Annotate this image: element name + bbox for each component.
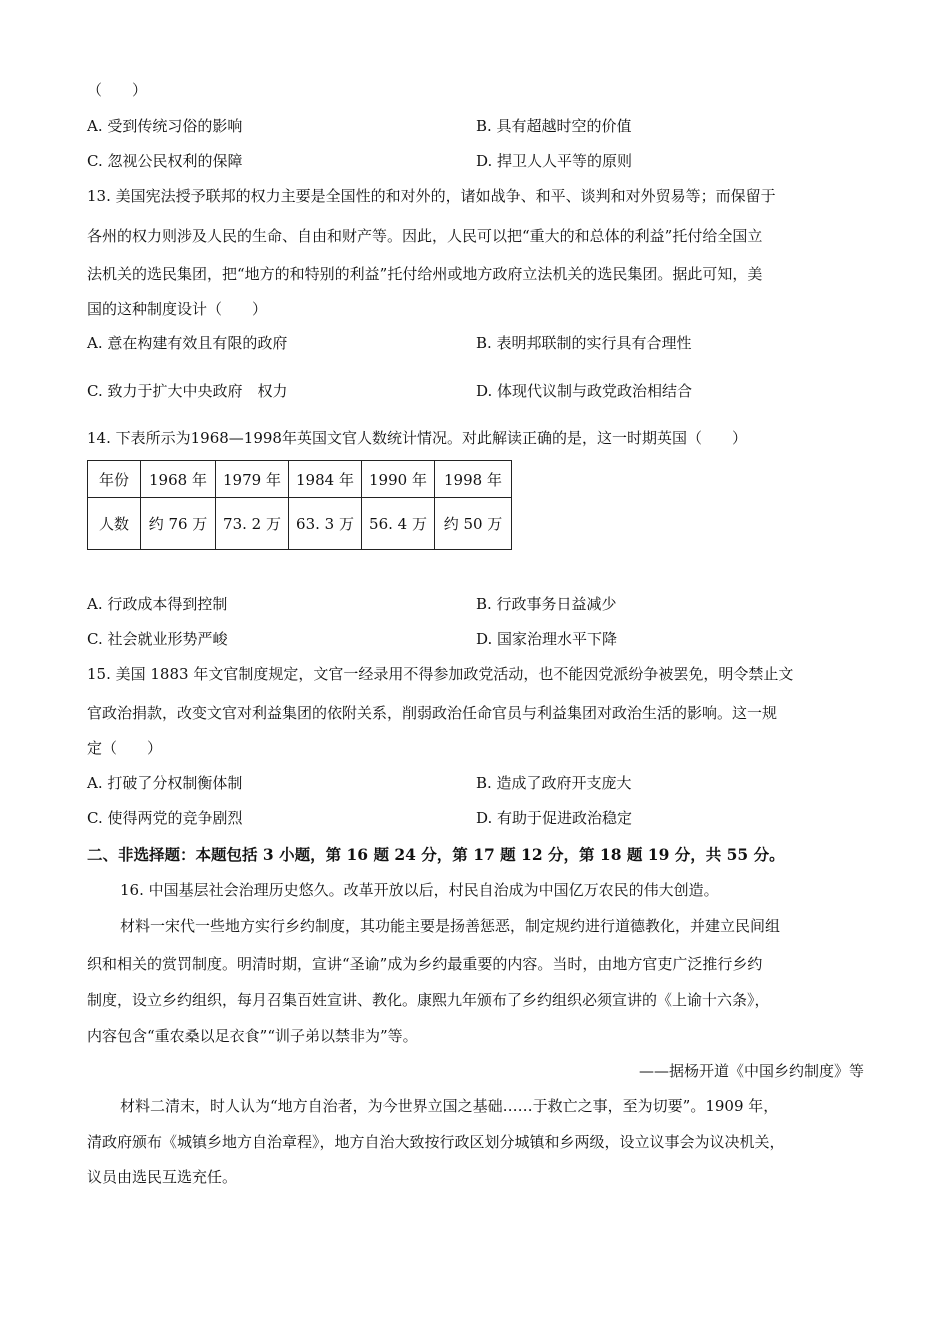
q15-option-d[interactable]: D. 有助于促进政治稳定 bbox=[476, 809, 633, 827]
q12-stem-tail: （ ） bbox=[87, 81, 148, 99]
q13-stem-line-1: 13. 美国宪法授予联邦的权力主要是全国性的和对外的，诸如战争、和平、谈判和对外贸易等；而保留于 bbox=[87, 187, 776, 205]
q15-stem-line-1: 15. 美国 1883 年文官制度规定，文官一经录用不得参加政党活动，也不能因党派纷争被罢免，明令禁止文 bbox=[87, 665, 794, 683]
table-cell: 约 50 万 bbox=[435, 498, 512, 550]
q16-material2-line-1: 材料二清末，时人认为“地方自治者，为今世界立国之基础……于救亡之事，至为切要”。1909 年， bbox=[120, 1097, 779, 1115]
q12-option-b[interactable]: B. 具有超越时空的价值 bbox=[476, 117, 632, 135]
table-cell: 1968 年 bbox=[141, 461, 216, 498]
q15-option-a[interactable]: A. 打破了分权制衡体制 bbox=[87, 774, 243, 792]
table-cell: 年份 bbox=[88, 461, 141, 498]
q14-stem: 14. 下表所示为1968—1998年英国文官人数统计情况。对此解读正确的是，这一时期英国（ ） bbox=[87, 429, 747, 447]
civil-servant-table bbox=[87, 460, 512, 550]
q14-option-c[interactable]: C. 社会就业形势严峻 bbox=[87, 630, 228, 648]
q13-option-b[interactable]: B. 表明邦联制的实行具有合理性 bbox=[476, 334, 692, 352]
table-cell: 1979 年 bbox=[216, 461, 289, 498]
table-cell: 1984 年 bbox=[289, 461, 362, 498]
q16-material1-line-3: 制度，设立乡约组织，每月召集百姓宣讲、教化。康熙九年颁布了乡约组织必须宣讲的《上谕十六条》， bbox=[87, 991, 770, 1009]
q16-material2-line-3: 议员由选民互选充任。 bbox=[87, 1168, 238, 1186]
q16-material1-line-1: 材料一宋代一些地方实行乡约制度，其功能主要是扬善惩恶，制定规约进行道德教化，并建立民间组 bbox=[120, 917, 781, 935]
q16-material1-line-4: 内容包含“重农桑以足衣食”“训子弟以禁非为”等。 bbox=[87, 1027, 418, 1045]
q13-stem-line-4: 国的这种制度设计（ ） bbox=[87, 300, 268, 318]
q13-stem-line-2: 各州的权力则涉及人民的生命、自由和财产等。因此，人民可以把“重大的和总体的利益”托付给全国立 bbox=[87, 227, 763, 245]
q12-option-a[interactable]: A. 受到传统习俗的影响 bbox=[87, 117, 243, 135]
q15-option-c[interactable]: C. 使得两党的竞争剧烈 bbox=[87, 809, 243, 827]
q13-option-d[interactable]: D. 体现代议制与政党政治相结合 bbox=[476, 382, 693, 400]
q13-option-a[interactable]: A. 意在构建有效且有限的政府 bbox=[87, 334, 288, 352]
q16-source-1: ——据杨开道《中国乡约制度》等 bbox=[638, 1062, 864, 1080]
q12-option-d[interactable]: D. 捍卫人人平等的原则 bbox=[476, 152, 633, 170]
q14-option-a[interactable]: A. 行政成本得到控制 bbox=[87, 595, 228, 613]
q14-option-d[interactable]: D. 国家治理水平下降 bbox=[476, 630, 618, 648]
q12-option-c[interactable]: C. 忽视公民权利的保障 bbox=[87, 152, 243, 170]
q13-stem-line-3: 法机关的选民集团，把“地方的和特别的利益”托付给州或地方政府立法机关的选民集团。据此可知，美 bbox=[87, 265, 763, 283]
table-cell: 1990 年 bbox=[362, 461, 435, 498]
q13-option-c[interactable]: C. 致力于扩大中央政府 权力 bbox=[87, 382, 288, 400]
table-cell: 约 76 万 bbox=[141, 498, 216, 550]
q15-stem-line-2: 官政治捐款，改变文官对利益集团的依附关系，削弱政治任命官员与利益集团对政治生活的影响。这一规 bbox=[87, 704, 778, 722]
q15-option-b[interactable]: B. 造成了政府开支庞大 bbox=[476, 774, 632, 792]
table-row bbox=[88, 498, 512, 550]
q16-material2-line-2: 清政府颁布《城镇乡地方自治章程》，地方自治大致按行政区划分城镇和乡两级，设立议事会为议决机关， bbox=[87, 1133, 785, 1151]
q16-intro: 16. 中国基层社会治理历史悠久。改革开放以后，村民自治成为中国亿万农民的伟大创造。 bbox=[120, 881, 719, 899]
section-2-heading: 二、非选择题：本题包括 3 小题，第 16 题 24 分，第 17 题 12 分，第 18 题 19 分，共 55 分。 bbox=[87, 845, 785, 864]
table-cell: 56. 4 万 bbox=[362, 498, 435, 550]
table-cell: 63. 3 万 bbox=[289, 498, 362, 550]
table-cell: 人数 bbox=[88, 498, 141, 550]
q15-stem-line-3: 定（ ） bbox=[87, 739, 163, 757]
q16-material1-line-2: 织和相关的赏罚制度。明清时期，宣讲“圣谕”成为乡约最重要的内容。当时，由地方官吏广泛推行乡约 bbox=[87, 955, 763, 973]
table-cell: 73. 2 万 bbox=[216, 498, 289, 550]
table-header-row bbox=[88, 461, 512, 498]
table-cell: 1998 年 bbox=[435, 461, 512, 498]
q14-option-b[interactable]: B. 行政事务日益减少 bbox=[476, 595, 617, 613]
